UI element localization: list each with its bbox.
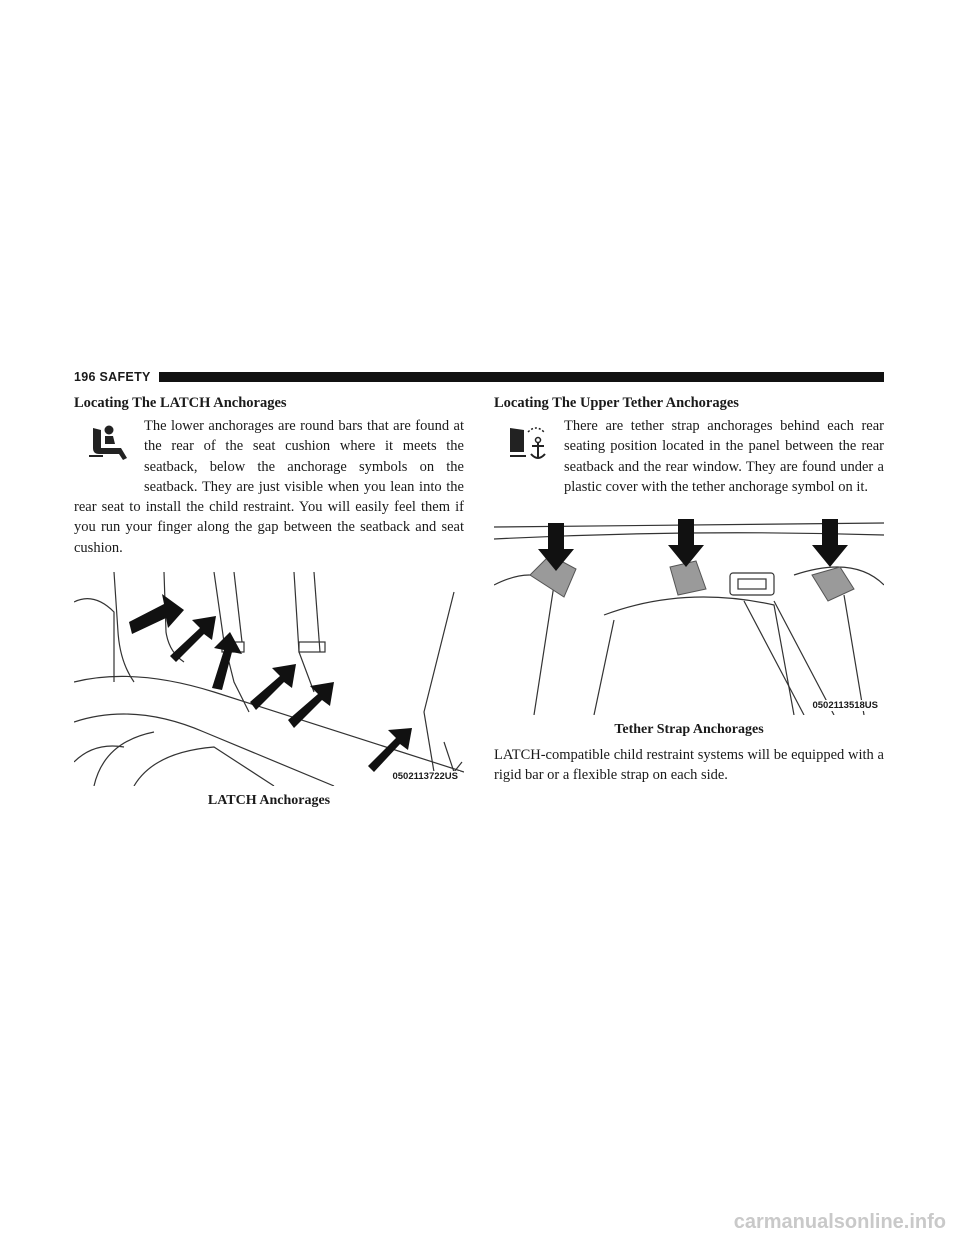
latch-figure	[74, 572, 464, 786]
latch-caption: LATCH Anchorages	[207, 793, 331, 809]
tether-paragraph	[494, 416, 884, 497]
watermark: carmanualsonline.info	[733, 1211, 946, 1233]
page-header	[74, 370, 884, 384]
tether-caption: Tether Strap Anchorages	[614, 722, 764, 738]
latch-paragraph-text: The lower anchorages are round bars that are found at the rear of the seat cushion where it meets the seatback, below the anchorage symbols on the seatback. They are just visible when you lean into the rear seat to install the child restraint. You will easily feel them if you run your finger along the gap between the seatback and seat cushion.	[74, 418, 464, 556]
page-number-section: 196 SAFETY	[74, 370, 151, 384]
tether-heading: Locating The Upper Tether Anchorages	[494, 395, 739, 411]
tether-figure	[494, 505, 884, 715]
latch-figure-code: 0502113722US	[392, 771, 458, 783]
latch-paragraph	[74, 416, 464, 558]
latch-compatible-text: LATCH-compatible child restraint systems will be equipped with a rigid bar or a flexible strap on each side.	[494, 747, 884, 784]
right-column	[494, 394, 884, 786]
child-seat-icon	[74, 422, 140, 488]
tether-figure-code: 0502113518US	[812, 700, 878, 712]
tether-anchor-icon	[494, 422, 560, 488]
latch-heading: Locating The LATCH Anchorages	[74, 395, 287, 411]
tether-illustration	[494, 505, 884, 715]
header-rule	[159, 372, 884, 382]
latch-illustration	[74, 572, 464, 786]
left-column	[74, 394, 464, 810]
tether-paragraph-text: There are tether strap anchorages behind each rear seating position located in the panel between the rear seatback and the rear window. They are found under a plastic cover with the tether anchorage symbol on it.	[564, 418, 884, 495]
